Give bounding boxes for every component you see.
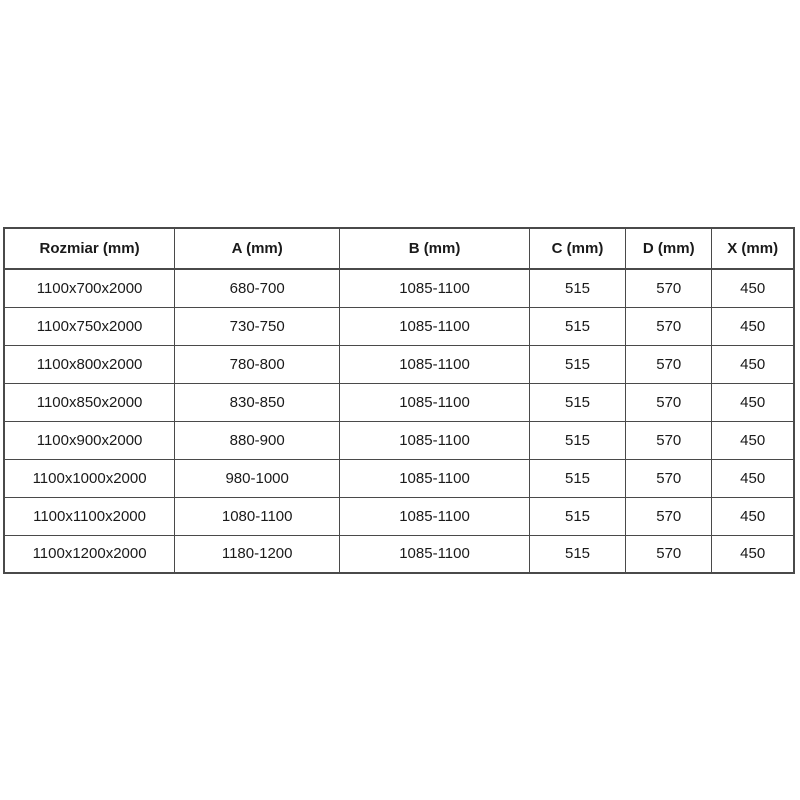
table-row <box>4 459 794 497</box>
table-cell: 1085-1100 <box>340 421 530 459</box>
table-cell: 450 <box>712 497 794 535</box>
table-cell: 570 <box>626 269 712 307</box>
table-cell: 1100x800x2000 <box>4 345 175 383</box>
table-cell: 570 <box>626 497 712 535</box>
table-cell: 570 <box>626 421 712 459</box>
table-cell: 830-850 <box>175 383 340 421</box>
header-cell-x: X (mm) <box>712 228 794 269</box>
table-cell: 570 <box>626 307 712 345</box>
table-cell: 515 <box>529 459 625 497</box>
table-cell: 450 <box>712 345 794 383</box>
table-cell: 450 <box>712 269 794 307</box>
table-cell: 1100x900x2000 <box>4 421 175 459</box>
table-cell: 1080-1100 <box>175 497 340 535</box>
dimensions-table <box>3 227 795 574</box>
table-cell: 1085-1100 <box>340 535 530 573</box>
table-cell: 515 <box>529 421 625 459</box>
table-cell: 1085-1100 <box>340 269 530 307</box>
table-cell: 570 <box>626 345 712 383</box>
table-row <box>4 269 794 307</box>
table-row <box>4 307 794 345</box>
header-cell-a: A (mm) <box>175 228 340 269</box>
table-cell: 570 <box>626 459 712 497</box>
table-cell: 1100x1000x2000 <box>4 459 175 497</box>
table-cell: 1100x850x2000 <box>4 383 175 421</box>
table-row <box>4 535 794 573</box>
table-cell: 1180-1200 <box>175 535 340 573</box>
table-cell: 1100x1200x2000 <box>4 535 175 573</box>
table-row <box>4 383 794 421</box>
header-cell-d: D (mm) <box>626 228 712 269</box>
table-cell: 450 <box>712 307 794 345</box>
table-cell: 1085-1100 <box>340 383 530 421</box>
table-cell: 450 <box>712 383 794 421</box>
table-cell: 450 <box>712 535 794 573</box>
header-cell-c: C (mm) <box>529 228 625 269</box>
table-cell: 1100x700x2000 <box>4 269 175 307</box>
table-header <box>4 228 794 269</box>
table-cell: 1085-1100 <box>340 307 530 345</box>
table-cell: 1085-1100 <box>340 345 530 383</box>
header-cell-b: B (mm) <box>340 228 530 269</box>
table-cell: 515 <box>529 345 625 383</box>
table-cell: 1100x1100x2000 <box>4 497 175 535</box>
table-cell: 680-700 <box>175 269 340 307</box>
table-cell: 570 <box>626 383 712 421</box>
table-cell: 515 <box>529 535 625 573</box>
table-row <box>4 421 794 459</box>
table-row <box>4 497 794 535</box>
table-cell: 1085-1100 <box>340 459 530 497</box>
header-cell-rozmiar: Rozmiar (mm) <box>4 228 175 269</box>
table-cell: 570 <box>626 535 712 573</box>
table-cell: 1100x750x2000 <box>4 307 175 345</box>
table-body <box>4 269 794 573</box>
table-cell: 515 <box>529 383 625 421</box>
table-cell: 980-1000 <box>175 459 340 497</box>
table-cell: 515 <box>529 497 625 535</box>
table-cell: 450 <box>712 421 794 459</box>
table-row <box>4 345 794 383</box>
table-cell: 515 <box>529 269 625 307</box>
table-cell: 450 <box>712 459 794 497</box>
table-cell: 1085-1100 <box>340 497 530 535</box>
table-cell: 880-900 <box>175 421 340 459</box>
table-cell: 780-800 <box>175 345 340 383</box>
header-row <box>4 228 794 269</box>
table-cell: 515 <box>529 307 625 345</box>
table-cell: 730-750 <box>175 307 340 345</box>
